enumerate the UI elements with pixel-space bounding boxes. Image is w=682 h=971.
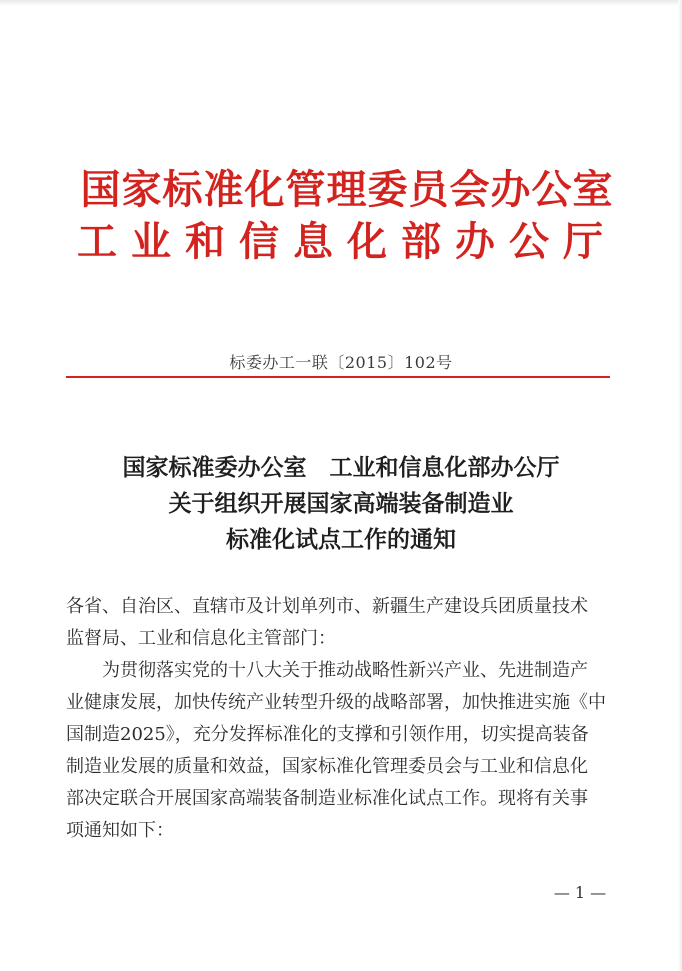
paragraph-line: 制造业发展的质量和效益，国家标准化管理委员会与工业和信息化: [66, 756, 588, 777]
paragraph-line: 业健康发展，加快传统产业转型升级的战略部署，加快推进实施《中: [66, 692, 606, 713]
paragraph-line: 部决定联合开展国家高端装备制造业标准化试点工作。现将有关事: [66, 788, 588, 809]
document-title-line-1: 国家标准委办公室 工业和信息化部办公厅: [122, 454, 560, 481]
page-number: — 1 —: [553, 883, 607, 902]
scan-edge-top: [0, 0, 682, 6]
issuing-authority-header-2: 工业和信息化部办公厅: [77, 218, 617, 265]
paragraph-line: 国制造2025》，充分发挥标准化的支撑和引领作用，切实提高装备: [66, 724, 589, 745]
document-number: 标委办工一联〔2015〕102号: [229, 353, 453, 372]
document-title-line-3: 标准化试点工作的通知: [226, 526, 456, 553]
paragraph-line: 为贯彻落实党的十八大关于推动战略性新兴产业、先进制造产: [66, 660, 588, 681]
addressee-line: 各省、自治区、直辖市及计划单列市、新疆生产建设兵团质量技术: [66, 596, 588, 617]
issuing-authority-header-1: 国家标准化管理委员会办公室: [80, 166, 614, 213]
body-paragraph: [66, 655, 626, 847]
addressee-block: [66, 591, 626, 655]
document-title-line-2: 关于组织开展国家高端装备制造业: [168, 490, 514, 517]
paragraph-line: 项通知如下：: [66, 820, 174, 841]
red-separator-rule: [66, 376, 610, 378]
addressee-line: 监督局、工业和信息化主管部门：: [66, 628, 336, 649]
